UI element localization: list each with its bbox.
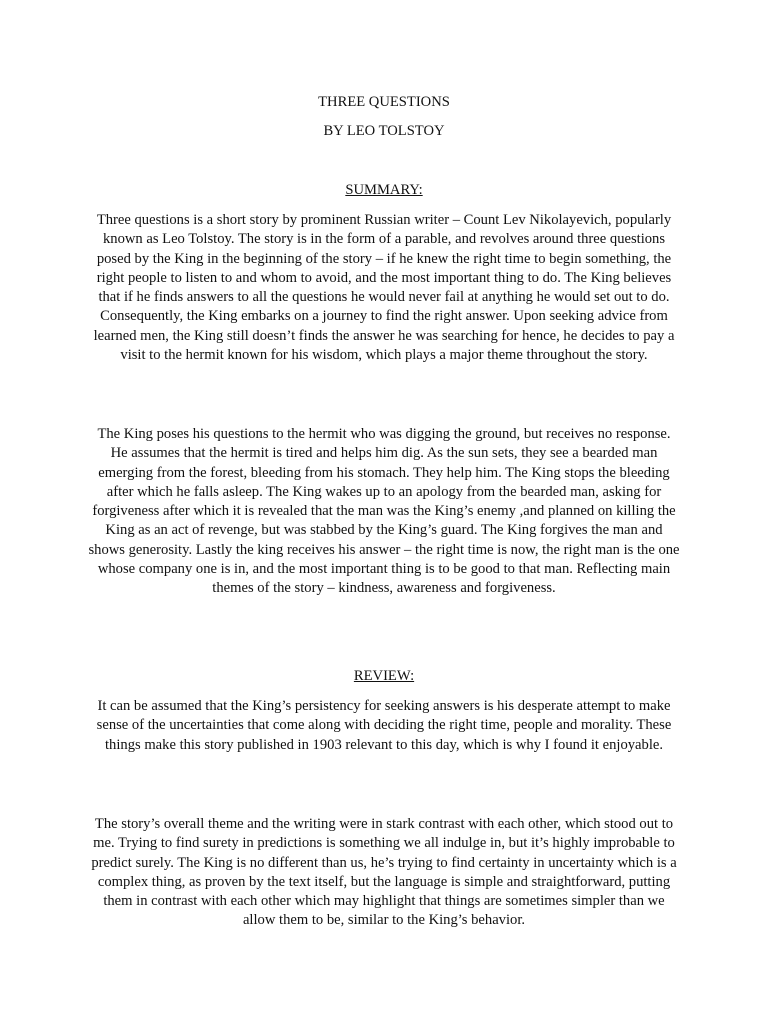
summary-paragraph: The King poses his questions to the hermit who was digging the ground, but receives no response. He assumes that the hermit is tired and helps him dig. As the sun sets, they see a bearded man emerging from the forest, bleeding from his stomach. They help him. The King stops the bleeding after which he falls asleep. The King wakes up to an apology from the bearded man, asking for forgiveness after which it is revealed that the man was the King’s enemy ,and planned on killing the King as an act of revenge, but was stabbed by the King’s guard. The King forgives the man and shows generosity. Lastly the king receives his answer – the right time is now, the right man is the one whose company one is in, and the most important thing is to be good to that man. Reflecting main themes of the story – kindness, awareness and forgiveness. — [88, 426, 680, 597]
summary-paragraph: Three questions is a short story by prominent Russian writer – Count Lev Nikolayevich, popularly known as Leo Tolstoy. The story is in the form of a parable, and revolves around three questions posed by the King in the beginning of the story – if he knew the right time to begin something, the right people to listen to and whom to avoid, and the most important thing to do. The King believes that if he finds answers to all the questions he would never fail at anything he would set out to do. Consequently, the King embarks on a journey to find the right answer. Upon seeking advice from learned men, the King still doesn’t finds the answer he was searching for hence, he decides to pay a visit to the hermit known for his wisdom, which plays a major theme throughout the story. — [93, 212, 675, 364]
document-title: THREE QUESTIONS — [318, 94, 450, 110]
summary-heading: SUMMARY: — [345, 182, 423, 198]
review-paragraph: It can be assumed that the King’s persistency for seeking answers is his desperate attempt to make sense of the uncertainties that come along with deciding the right time, people and morality. These things make this story published in 1903 relevant to this day, which is why I found it enjoyable. — [96, 698, 672, 753]
review-paragraph: The story’s overall theme and the writing were in stark contrast with each other, which stood out to me. Trying to find surety in predictions is something we all indulge in, but it’s highly improbable to predict surely. The King is no different than us, he’s trying to find certainty in uncertainty which is a complex thing, as proven by the text itself, but the language is simple and straightforward, putting them in contrast with each other which may highlight that things are sometimes simpler than we allow them to be, similar to the King’s behavior. — [91, 816, 677, 929]
review-heading: REVIEW: — [353, 668, 415, 684]
document-author: BY LEO TOLSTOY — [323, 123, 445, 139]
